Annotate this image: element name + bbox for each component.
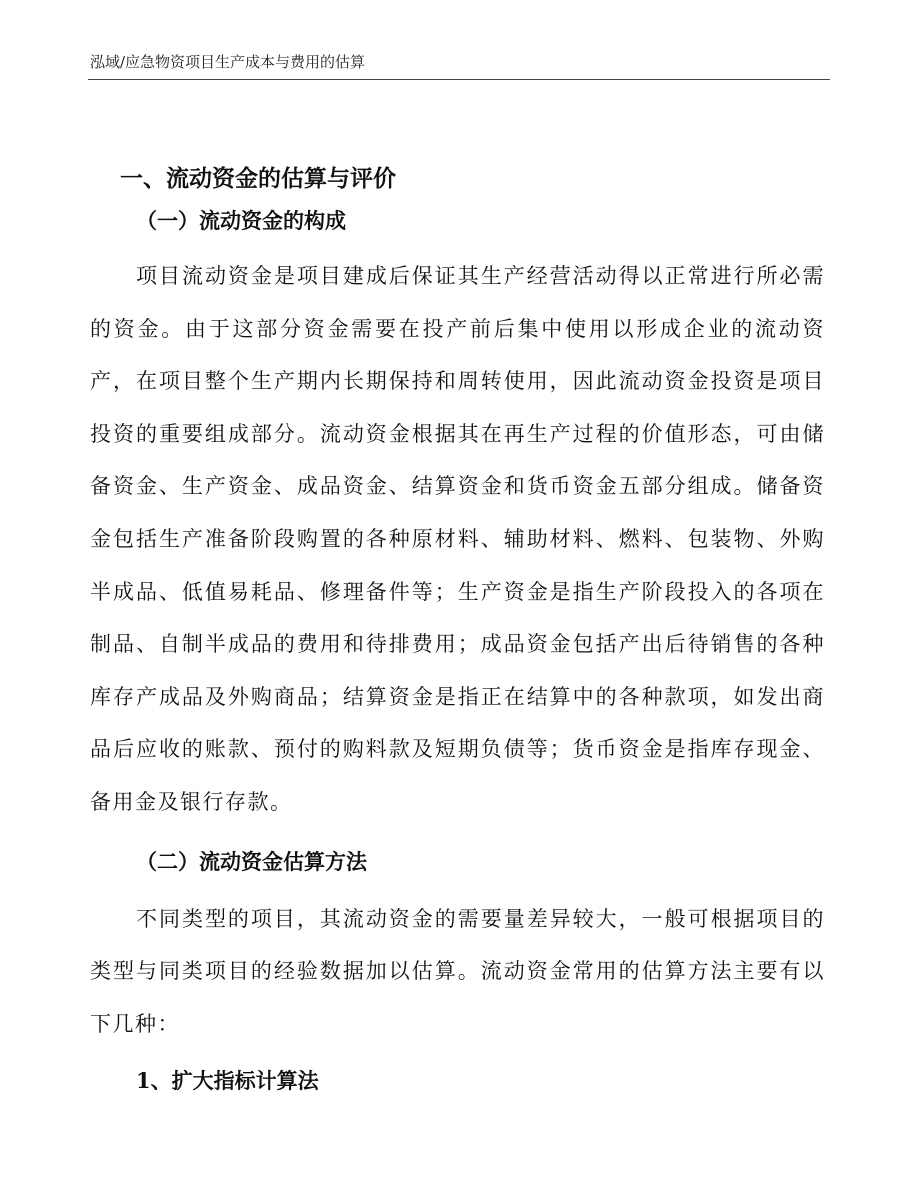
subsection-title-estimation-methods: （二）流动资金估算方法 [136, 848, 367, 874]
item-title-expanded-index-method: 1、扩大指标计算法 [136, 1068, 319, 1094]
document-body [90, 160, 825, 1100]
running-header: 泓域/应急物资项目生产成本与费用的估算 [90, 53, 366, 71]
subsection-title-composition: （一）流动资金的构成 [136, 208, 346, 233]
paragraph-estimation-methods: 不同类型的项目，其流动资金的需要量差异较大，一般可根据项目的类型与同类项目的经验数据加以估算。流动资金常用的估算方法主要有以下几种： [90, 906, 825, 1036]
paragraph-composition: 项目流动资金是项目建成后保证其生产经营活动得以正常进行所必需的资金。由于这部分资金需要在投产前后集中使用以形成企业的流动资产，在项目整个生产期内长期保持和周转使用，因此流动资金投资是项目投资的重要组成部分。流动资金根据其在再生产过程的价值形态，可由储备资金、生产资金、成品资金、结算资金和货币资金五部分组成。储备资金包括生产准备阶段购置的各种原材料、辅助材料、燃料、包装物、外购半成品、低值易耗品、修理备件等；生产资金是指生产阶段投入的各项在制品、自制半成品的费用和待排费用；成品资金包括产出后待销售的各种库存产成品及外购商品；结算资金是指正在结算中的各种款项，如发出商品后应收的账款、预付的购料款及短期负债等；货币资金是指库存现金、备用金及银行存款。 [90, 264, 825, 814]
header-divider [88, 79, 830, 80]
section-title: 一、流动资金的估算与评价 [120, 165, 396, 192]
